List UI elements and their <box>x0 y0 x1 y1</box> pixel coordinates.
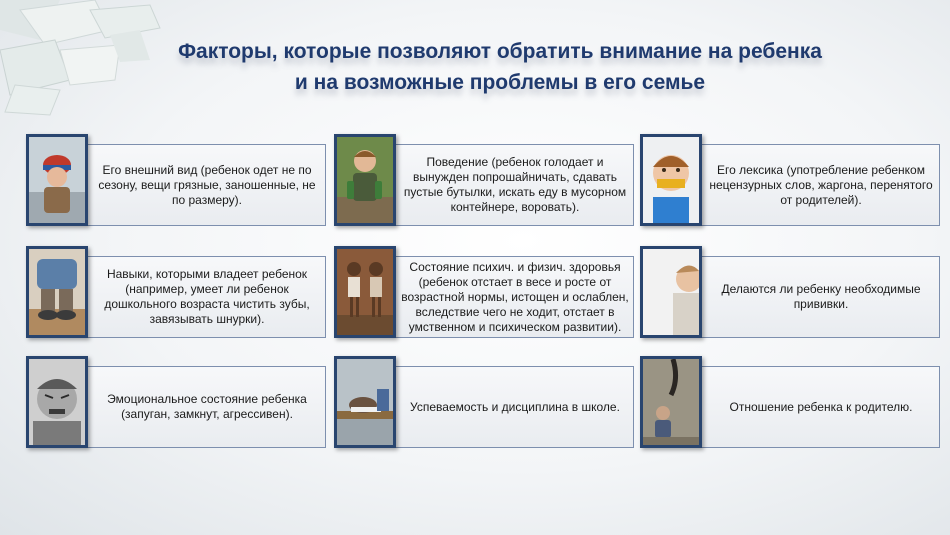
factor-text: Эмоциональное состояние ребенка (запуган, замкнут, агрессивен). <box>107 392 307 421</box>
factor-text: Навыки, которыми владеет ребенок (например, умеет ли ребенок дошкольного возраста чистить зубы, завязывать шнурки). <box>104 267 310 326</box>
two-thin-children-photo <box>334 246 396 338</box>
factor-text: Поведение (ребенок голодает и вынужден попрошайничать, сдавать пустые бутылки, искать еду в мусорном контейнере, воровать). <box>403 155 627 214</box>
factor-text: Делаются ли ребенку необходимые прививки. <box>721 282 921 311</box>
factor-card-attitude-to-parent <box>640 356 940 448</box>
title-line-1: Факторы, которые позволяют обратить внимание на ребенка <box>178 40 822 63</box>
factor-card-appearance <box>26 134 326 226</box>
angry-boy-photo <box>26 356 88 448</box>
factor-text: Отношение ребенка к родителю. <box>729 399 913 414</box>
factor-card-skills <box>26 246 326 338</box>
factor-text: Состояние психич. и физич. здоровья (ребенок отстает в весе и росте от возрастной нормы, истощен и ослаблен, вследствие чего не ходит, отстает в умственном и психическом развитии). <box>401 259 629 334</box>
factor-card-behavior <box>334 134 634 226</box>
boy-holding-bottles-photo <box>334 134 396 226</box>
factor-text: Успеваемость и дисциплина в школе. <box>410 399 620 414</box>
title-line-2: и на возможные проблемы в его семье <box>294 71 706 94</box>
factor-card-vaccinations <box>640 246 940 338</box>
factor-text: Его внешний вид (ребенок одет не по сезону, вещи грязные, заношенные, не по размеру). <box>98 162 316 207</box>
slide-title <box>120 36 880 98</box>
factor-card-school-performance <box>334 356 634 448</box>
boy-with-taped-mouth-photo <box>640 134 702 226</box>
child-asleep-at-desk-photo <box>334 356 396 448</box>
factor-card-emotional-state <box>26 356 326 448</box>
sad-child-photo <box>640 246 702 338</box>
child-in-knit-hat-photo <box>26 134 88 226</box>
factor-card-vocabulary <box>640 134 940 226</box>
child-under-belt-photo <box>640 356 702 448</box>
child-tying-shoelaces-photo <box>26 246 88 338</box>
factor-card-health <box>334 246 634 338</box>
factor-text: Его лексика (употребление ребенком нецензурных слов, жаргона, перенятого от родителей). <box>709 162 933 207</box>
